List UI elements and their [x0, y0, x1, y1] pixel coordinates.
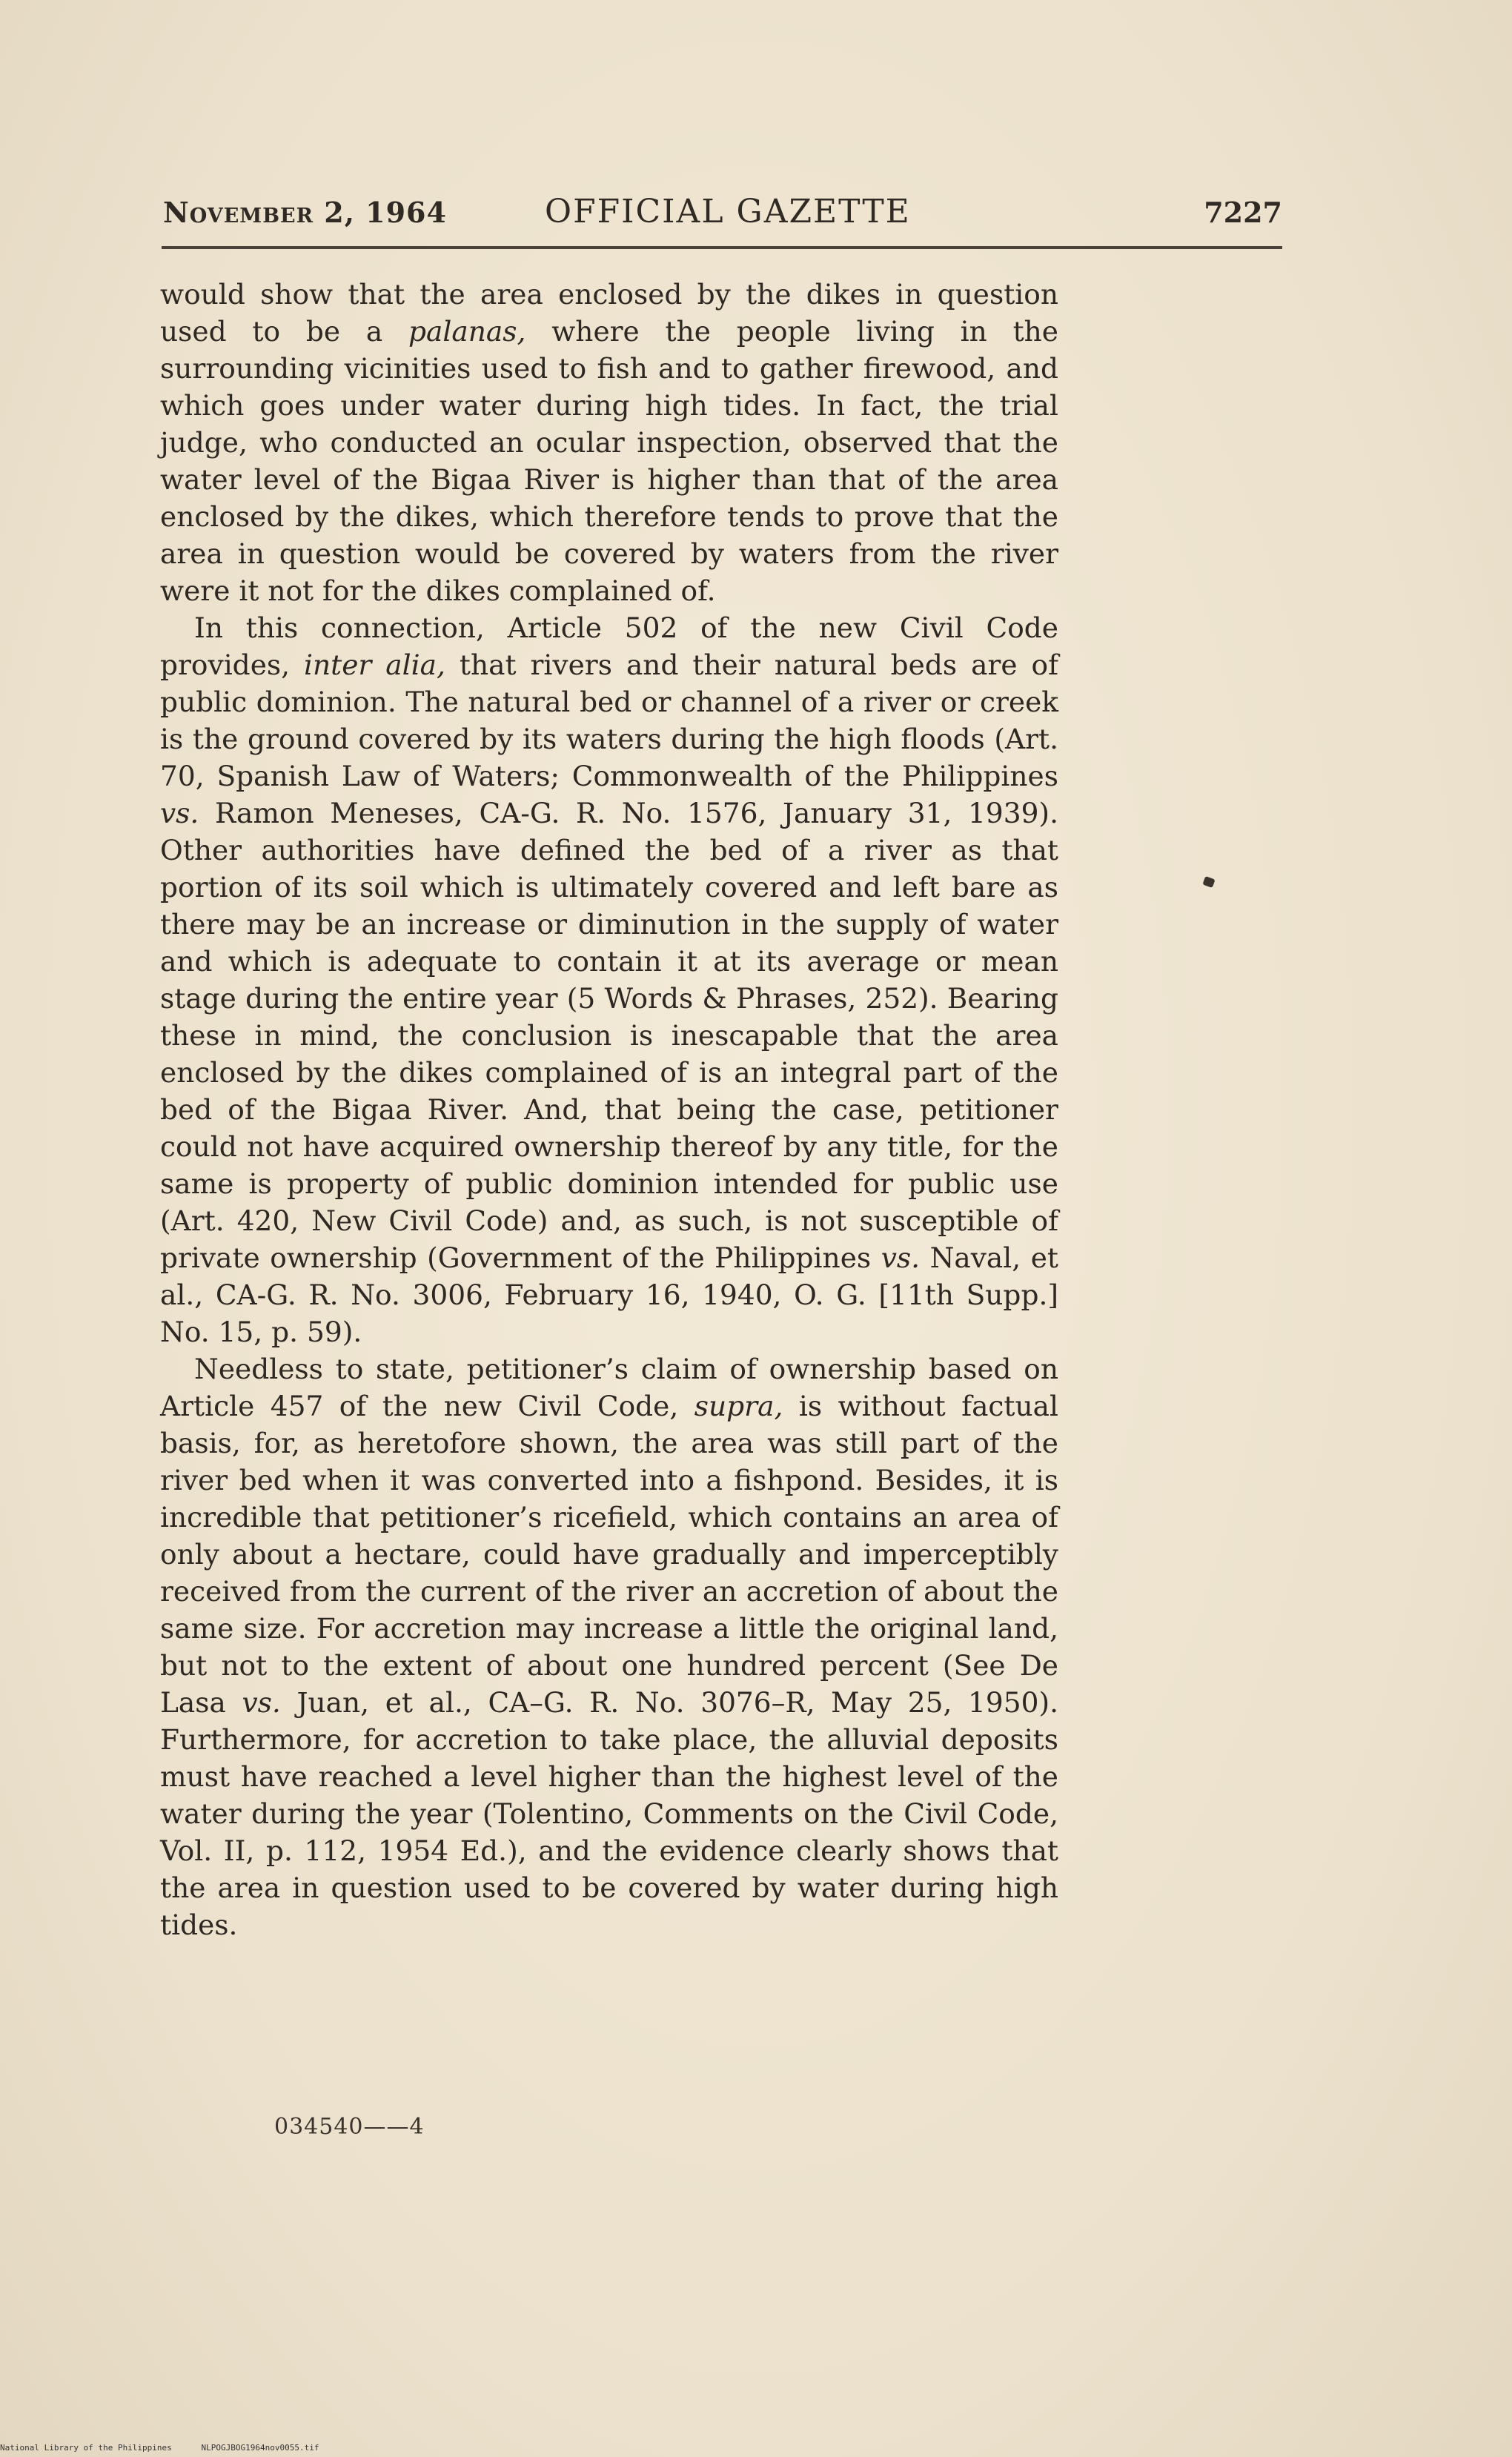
text-run: Juan, et al., CA–G. R. No. 3076–R, May 25, 1950). Furthermore, for accretion to take place, the alluvial deposits must have reached a level higher than the highest level of the water during the year (Tolentino, Comments on the Civil Code, Vol. II, p. 112, 1954 Ed.), and the evidence clearly shows that the area in question used to be covered by water during high tides. — [160, 1686, 1059, 1941]
italic-term: palanas, — [408, 315, 526, 348]
page-number: 7227 — [1204, 196, 1282, 229]
italic-term: vs. — [242, 1686, 281, 1719]
text-run: Needless to state, petitioner’s claim of ownership based on Article 457 of the new Civil Code, — [160, 1353, 1058, 1422]
text-run: In this connection, Article 502 of the new Civil Code provides, — [160, 611, 1058, 681]
paragraph — [160, 609, 1058, 1350]
italic-term: vs. — [881, 1241, 921, 1274]
text-run: Naval, et al., CA-G. R. No. 3006, February 16, 1940, O. G. [11th Supp.] No. 15, p. 59). — [160, 1241, 1058, 1348]
text-run: that rivers and their natural beds are of public dominion. The natural bed or channel of a river or creek is the ground covered by its waters during the high floods (Art. 70, Spanish Law of Waters; Commonwealth of the Philippines — [160, 649, 1058, 792]
header-rule — [162, 246, 1282, 249]
italic-term: vs. — [160, 797, 199, 829]
italic-term: supra, — [694, 1390, 783, 1422]
paragraph — [160, 276, 1058, 609]
article-body — [160, 276, 1058, 1943]
credit-library: National Library of the Philippines — [0, 2443, 172, 2453]
publication-title: OFFICIAL GAZETTE — [545, 193, 911, 231]
print-code: 034540——4 — [274, 2114, 425, 2140]
running-header — [163, 191, 1282, 236]
header-date: November 2, 1964 — [163, 196, 447, 229]
text-run: would show that the area enclosed by the dikes in question used to be a — [160, 278, 1058, 348]
italic-term: inter alia, — [304, 649, 445, 681]
text-run: Ramon Meneses, CA-G. R. No. 1576, January 31, 1939). Other authorities have defined the bed of a river as that portion of its soil which is ultimately covered and left bare as there may be an increase or diminution in the supply of water and which is adequate to contain it at its average or mean stage during the entire year (5 Words & Phrases, 252). Bearing these in mind, the conclusion is inescapable that the area enclosed by the dikes complained of is an integral part of the bed of the Bigaa River. And, that being the case, petitioner could not have acquired ownership thereof by any title, for the same is property of public dominion intended for public use (Art. 420, New Civil Code) and, as such, is not susceptible of private ownership (Government of the Philippines — [160, 797, 1058, 1274]
credit-file: NLPOGJBOG1964nov0055.tif — [201, 2443, 319, 2453]
text-run: where the people living in the surrounding vicinities used to fish and to gather firewood, and which goes under water during high tides. In fact, the trial judge, who conducted an ocular inspection, observed that the water level of the Bigaa River is higher than that of the area enclosed by the dikes, which therefore tends to prove that the area in question would be covered by waters from the river were it not for the dikes complained of. — [160, 315, 1059, 607]
paragraph — [160, 1350, 1058, 1943]
text-run: is without factual basis, for, as heretofore shown, the area was still part of the river bed when it was converted into a fishpond. Besides, it is incredible that petitioner’s ricefield, which contains an area of only about a hectare, could have gradually and imperceptibly received from the current of the river an accretion of about the same size. For accretion may increase a little the original land, but not to the extent of about one hundred percent (See De Lasa — [160, 1390, 1058, 1719]
scan-credit — [0, 2443, 319, 2453]
